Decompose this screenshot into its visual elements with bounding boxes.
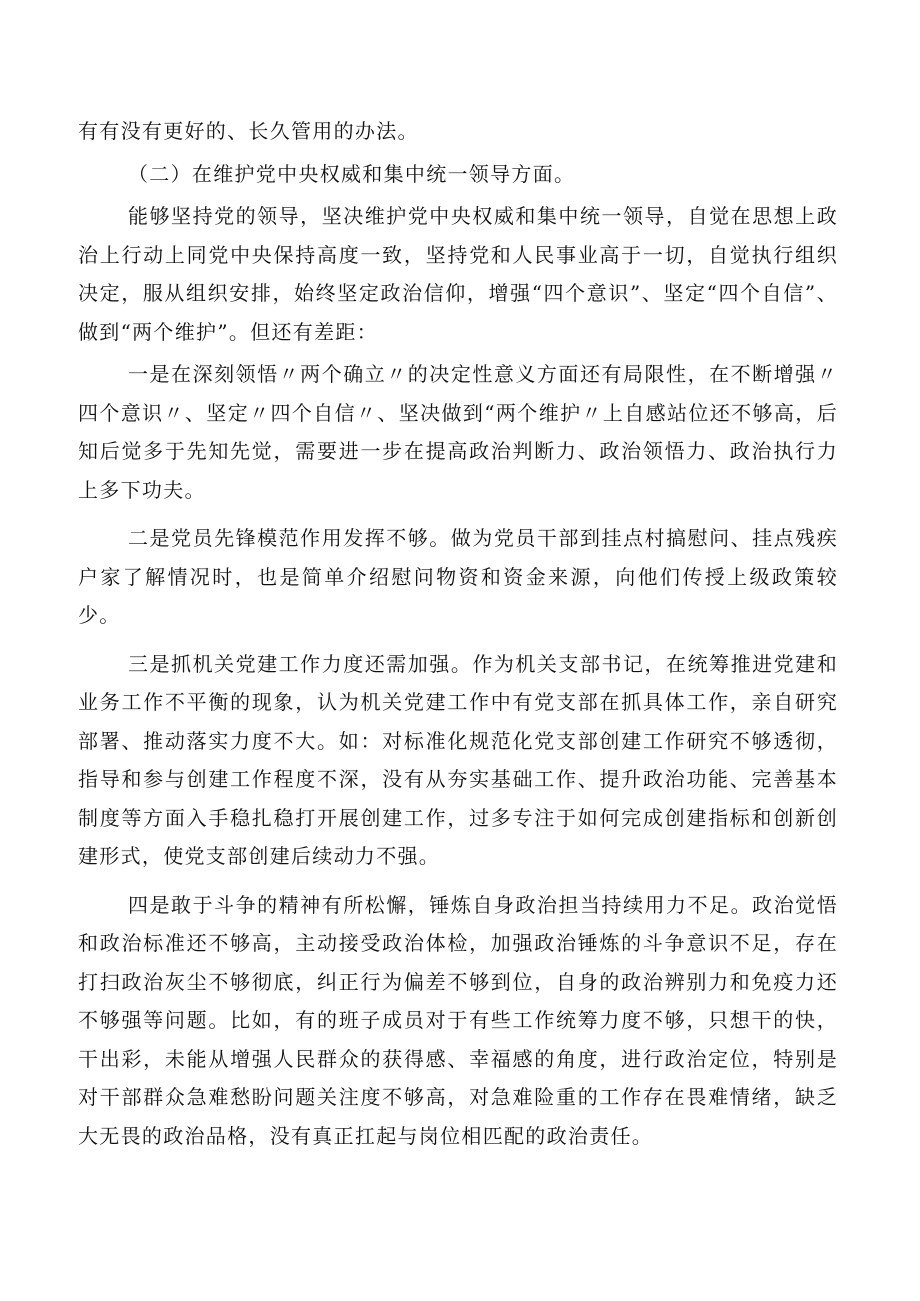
paragraph-point-3: 三是抓机关党建工作力度还需加强。作为机关支部书记，在统筹推进党建和业务工作不平衡的现象，认为机关党建工作中有党支部在抓具体工作，亲自研究部署、推动落实力度不大。如：对标准化规范化党支部创建工作研究不够透彻，指导和参与创建工作程度不深，没有从夯实基础工作、提升政治功能、完善基本制度等方面入手稳扎稳打开展创建工作，过多专注于如何完成创建指标和创新创建形式，使党支部创建后续动力不强。 [78, 651, 838, 868]
section-heading: （二）在维护党中央权威和集中统一领导方面。 [128, 161, 576, 186]
paragraph-point-1: 一是在深刻领悟〃两个确立〃的决定性意义方面还有局限性，在不断增强〃四个意识〃、坚定〃四个自信〃、坚决做到“两个维护〃上自感站位还不够高，后知后觉多于先知先觉，需要进一步在提高政治判断力、政治领悟力、政治执行力上多下功夫。 [78, 362, 838, 502]
paragraph-point-2: 二是党员先锋模范作用发挥不够。做为党员干部到挂点村搞慰问、挂点残疾户家了解情况时，也是简单介绍慰问物资和资金来源，向他们传授上级政策较少。 [78, 526, 838, 627]
paragraph-intro: 能够坚持党的领导，坚决维护党中央权威和集中统一领导，自觉在思想上政治上行动上同党中央保持高度一致，坚持党和人民事业高于一切，自觉执行组织决定，服从组织安排，始终坚定政治信仰，增强“四个意识”、坚定“四个自信”、做到“两个维护”。但还有差距： [78, 204, 838, 344]
paragraph-point-4: 四是敢于斗争的精神有所松懈，锤炼自身政治担当持续用力不足。政治觉悟和政治标准还不够高，主动接受政治体检，加强政治锤炼的斗争意识不足，存在打扫政治灰尘不够彻底，纠正行为偏差不够到位，自身的政治辨别力和免疫力还不够强等问题。比如，有的班子成员对于有些工作统筹力度不够，只想干的快，干出彩，未能从增强人民群众的获得感、幸福感的角度，进行政治定位，特别是对干部群众急难愁盼问题关注度不够高，对急难险重的工作存在畏难情绪，缺乏大无畏的政治品格，没有真正扛起与岗位相匹配的政治责任。 [78, 892, 838, 1148]
paragraph-continuation: 有有没有更好的、长久管用的办法。 [78, 119, 419, 143]
document-body [78, 112, 838, 1155]
